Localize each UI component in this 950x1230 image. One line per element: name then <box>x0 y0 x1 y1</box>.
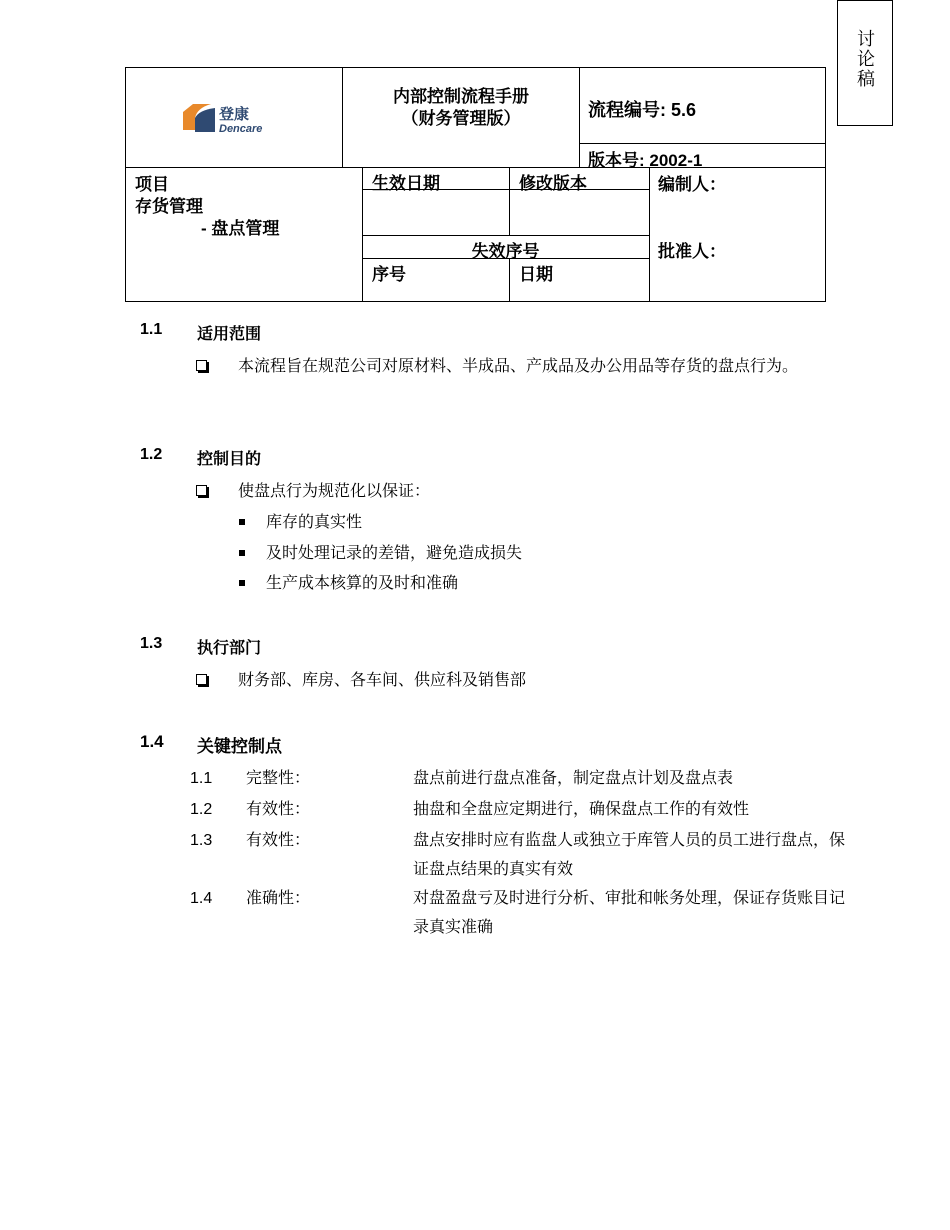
effective-date-label: 生效日期 <box>372 174 440 193</box>
section-title: 适用范围 <box>197 326 262 343</box>
col-divider <box>509 258 510 302</box>
draft-stamp <box>837 0 893 126</box>
logo-cn-text: 登康 <box>219 105 250 123</box>
prepared-by-label: 编制人： <box>658 175 726 194</box>
col-divider <box>509 167 510 235</box>
checkbox-bullet-icon <box>196 360 207 371</box>
draft-stamp-text: 讨论稿 <box>855 29 875 89</box>
row-divider <box>579 143 826 144</box>
control-point-number: 1.3 <box>190 832 213 849</box>
revision-label: 修改版本 <box>519 174 587 193</box>
control-point-desc: 对盘盈盘亏及时进行分析、审批和帐务处理，保证存货账目记录真实准确 <box>413 890 846 936</box>
control-point-key: 有效性： <box>246 801 311 818</box>
square-bullet-icon <box>239 580 245 586</box>
bullet-text: 本流程旨在规范公司对原材料、半成品、产成品及办公用品等存货的盘点行为。 <box>238 358 799 375</box>
list-item-text: 生产成本核算的及时和准确 <box>266 575 459 592</box>
header-table <box>125 67 826 302</box>
control-point-key: 有效性： <box>246 832 311 849</box>
control-point-desc: 抽盘和全盘应定期进行，确保盘点工作的有效性 <box>413 801 750 818</box>
row-divider <box>126 167 826 168</box>
section-number: 1.1 <box>140 321 163 338</box>
control-point-desc: 盘点前进行盘点准备，制定盘点计划及盘点表 <box>413 770 734 787</box>
dencare-logo <box>181 102 276 138</box>
square-bullet-icon <box>239 519 245 525</box>
seq-label: 序号 <box>372 265 406 284</box>
control-point-desc: 盘点安排时应有监盘人或独立于库管人员的员工进行盘点，保证盘点结果的真实有效 <box>413 832 846 878</box>
checkbox-bullet-icon <box>196 674 207 685</box>
section-title: 关键控制点 <box>197 737 282 756</box>
section-number: 1.2 <box>140 446 163 463</box>
list-item-text: 库存的真实性 <box>266 514 363 531</box>
item-category: 存货管理 <box>135 197 203 216</box>
section-number: 1.4 <box>140 732 164 751</box>
section-number: 1.3 <box>140 635 163 652</box>
section-title: 执行部门 <box>197 640 262 657</box>
control-point-key: 准确性： <box>246 890 311 907</box>
control-point-number: 1.4 <box>190 890 213 907</box>
expiry-seq-label: 失效序号 <box>471 242 540 261</box>
square-bullet-icon <box>239 550 245 556</box>
version-number: 版本号: 2002-1 <box>588 151 703 170</box>
manual-title-cell <box>343 86 579 130</box>
bullet-text: 财务部、库房、各车间、供应科及销售部 <box>238 672 527 689</box>
date-label: 日期 <box>519 265 553 284</box>
col-divider <box>649 167 650 302</box>
manual-title: 内部控制流程手册 <box>393 87 529 106</box>
row-divider <box>362 235 649 236</box>
checkbox-bullet-icon <box>196 485 207 496</box>
list-item-text: 及时处理记录的差错，避免造成损失 <box>266 545 523 562</box>
logo-en-text: Dencare <box>219 123 263 135</box>
control-point-key: 完整性： <box>246 770 311 787</box>
item-label: 项目 <box>135 175 169 194</box>
process-number: 流程编号: 5.6 <box>588 100 697 120</box>
control-point-number: 1.2 <box>190 801 213 818</box>
approved-by-label: 批准人： <box>658 242 726 261</box>
section-title: 控制目的 <box>197 451 262 468</box>
item-sub: - 盘点管理 <box>201 219 280 238</box>
manual-subtitle: （财务管理版） <box>401 109 521 128</box>
bullet-text: 使盘点行为规范化以保证： <box>238 483 431 500</box>
control-point-number: 1.1 <box>190 770 213 787</box>
col-divider <box>579 68 580 167</box>
